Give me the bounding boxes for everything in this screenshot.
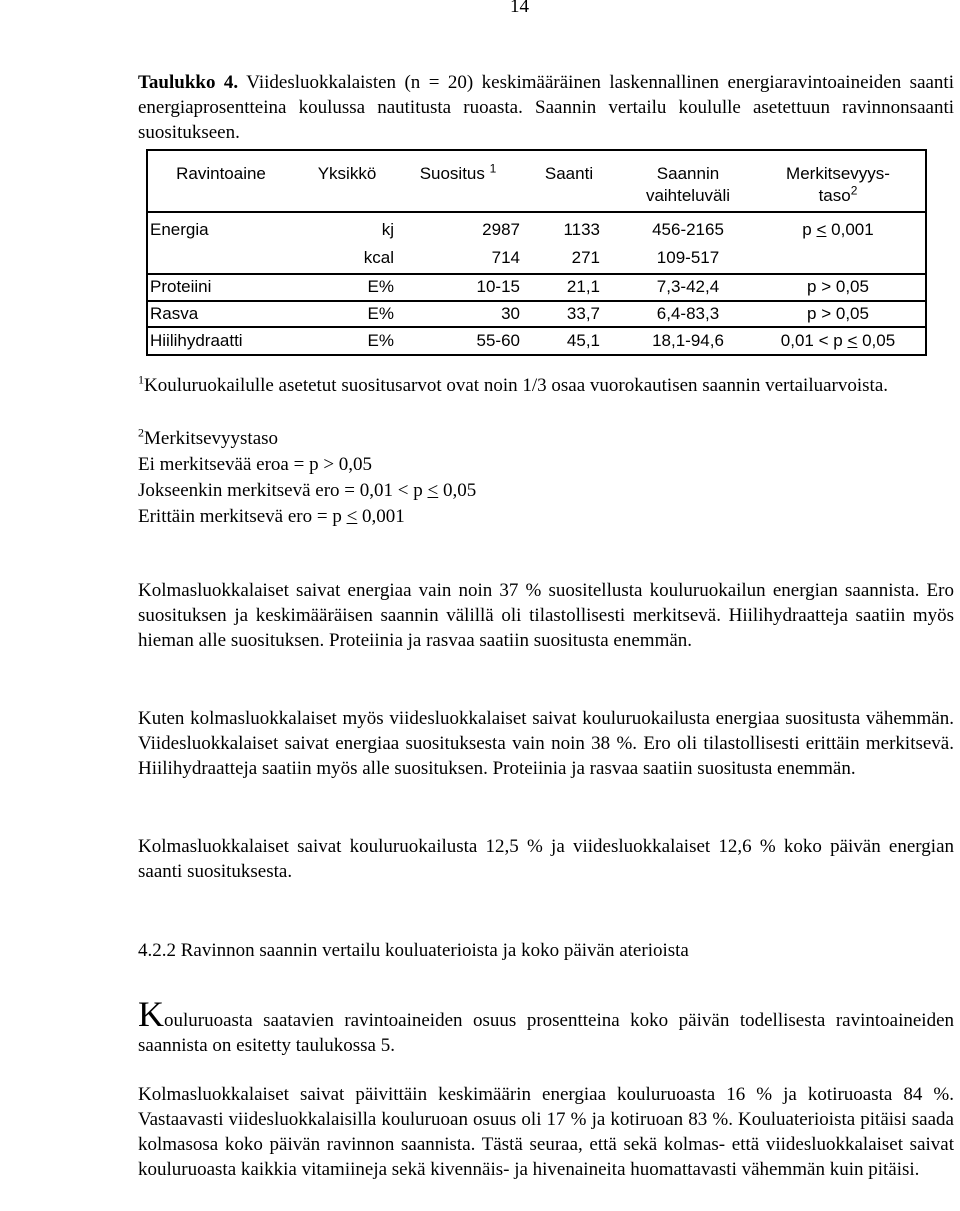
page-number: 14 [510,0,529,17]
footnote-1 [138,373,954,398]
paragraph-4: Kolmasluokkalaiset saivat päivittäin keskimäärin energiaa kouluruoasta 16 % ja kotiruoasta 84 %. Vastaavasti viidesluokkalaisilla kouluruoan osuus oli 17 % ja kotiruoan 83 %. Kouluaterioista pitäisi saada kolmasosa koko päivän ravinnon saannista. Tästä seuraa, että sekä kolmas- että viidesluokkalaiset saivat kouluruoasta kaikkia vitamiineja sekä kivennäis- ja hivenaineita huomattavasti vähemmän kuin pitäisi. [138,1084,954,1180]
section-intro-text: ouluruoasta saatavien ravintoaineiden osuus prosentteina koko päivän todellisesta ravintoaineiden saannista on esitetty taulukossa 5. [138,1010,954,1056]
row-range: 7,3-42,4 [656,277,720,296]
row-significance [768,331,908,351]
footnote-2-title [138,426,278,451]
line-b-underlined: < [427,480,439,501]
footnote-2-sup: 2 [138,425,144,440]
row-significance [768,220,908,240]
header-range-line2: vaihteluväli [645,186,731,205]
row-unit: kcal [363,248,394,267]
row-intake: 271 [571,248,600,267]
header-range-line1: Saannin [656,164,720,183]
sig-prefix: p > 0,05 [807,304,869,323]
footnote-line-a: Ei merkitsevää eroa = p > 0,05 [138,454,373,475]
sig-underlined: < [816,220,827,239]
sig-prefix: 0,01 < p [780,331,848,350]
header-nutrient: Ravintoaine [176,164,266,183]
header-unit: Yksikkö [317,164,377,183]
header-significance [768,163,908,207]
row-intake: 45,1 [566,331,600,350]
row-unit: E% [367,277,394,296]
line-b-prefix: Jokseenkin merkitsevä ero = 0,01 < p [138,480,428,501]
row-intake: 21,1 [566,277,600,296]
header-range [618,163,758,207]
row-range: 18,1-94,6 [652,331,724,350]
header-intake: Saanti [544,164,594,183]
sig-suffix: 0,001 [826,220,874,239]
row-intake: 33,7 [566,304,600,323]
table-caption [138,70,954,145]
sig-prefix: p > 0,05 [807,277,869,296]
paragraph-2: Kuten kolmasluokkalaiset myös viidesluokkalaiset saivat kouluruokailusta energiaa suositusta vähemmän. Viidesluokkalaiset saivat energiaa suosituksesta vain noin 38 %. Ero oli tilastollisesti erittäin merkitsevä. Hiilihydraatteja saatiin myös alle suosituksen. Proteiinia ja rasvaa saatiin suositusta enemmän. [138,708,954,779]
row-unit: kj [381,220,394,239]
drop-cap: K [138,994,164,1034]
row-divider [148,273,925,275]
row-recommendation: 2987 [482,220,520,239]
row-nutrient: Proteiini [150,277,212,296]
header-significance-line2-text: taso [818,186,851,205]
row-range: 109-517 [656,248,720,267]
paragraph-3: Kolmasluokkalaiset saivat kouluruokailusta 12,5 % ja viidesluokkalaiset 12,6 % koko päivän energian saanti suosituksesta. [138,836,954,882]
row-recommendation: 30 [501,304,520,323]
row-unit: E% [367,304,394,323]
line-c-suffix: 0,001 [357,506,405,527]
caption-label: Taulukko 4. [138,72,239,93]
footnote-1-text: Kouluruokailulle asetetut suositusarvot ovat noin 1/3 osaa vuorokautisen saannin vertailuarvoista. [144,375,889,396]
sig-prefix: p [802,220,817,239]
header-recommendation-text: Suositus [419,164,485,183]
footnote-2-title-text: Merkitsevyystaso [144,428,279,449]
row-unit: E% [367,331,394,350]
footnote-line-c [138,504,405,529]
row-significance [768,304,908,324]
nutrient-table [146,149,927,356]
row-recommendation: 10-15 [476,277,520,296]
section-intro [138,996,954,1058]
header-divider [148,211,925,213]
row-recommendation: 714 [491,248,520,267]
line-b-suffix: 0,05 [438,480,477,501]
footnote-line-b [138,478,476,503]
caption-text: Viidesluokkalaisten (n = 20) keskimääräinen laskennallinen energiaravintoaineiden saanti energiaprosentteina koulussa nautitusta ruoasta. Saannin vertailu koululle asetettuun ravinnonsaanti suositukseen. [138,72,954,143]
row-divider [148,300,925,302]
sig-underlined: < [847,331,858,350]
footnote-1-sup: 1 [138,372,144,387]
row-nutrient: Rasva [150,304,199,323]
row-nutrient: Energia [150,220,209,239]
header-recommendation [398,163,518,185]
row-nutrient: Hiilihydraatti [150,331,243,350]
paragraph-1: Kolmasluokkalaiset saivat energiaa vain noin 37 % suositellusta kouluruokailun energian saannista. Ero suosituksen ja keskimääräisen saannin välillä oli tilastollisesti merkitsevä. Hiilihydraatteja saatiin myös hieman alle suosituksen. Proteiinia ja rasvaa saatiin suositusta enemmän. [138,580,954,651]
header-significance-sup: 2 [850,183,858,198]
header-recommendation-sup: 1 [489,161,497,176]
row-divider [148,326,925,328]
row-range: 6,4-83,3 [656,304,720,323]
line-c-underlined: < [346,506,358,527]
header-significance-line2 [768,185,908,207]
row-recommendation: 55-60 [476,331,520,350]
section-heading: 4.2.2 Ravinnon saannin vertailu kouluaterioista ja koko päivän aterioista [138,940,689,961]
row-range: 456-2165 [652,220,724,239]
header-significance-line1: Merkitsevyys- [786,164,890,183]
sig-suffix: 0,05 [857,331,896,350]
row-intake: 1133 [563,220,600,239]
line-c-prefix: Erittäin merkitsevä ero = p [138,506,347,527]
row-significance [768,277,908,297]
